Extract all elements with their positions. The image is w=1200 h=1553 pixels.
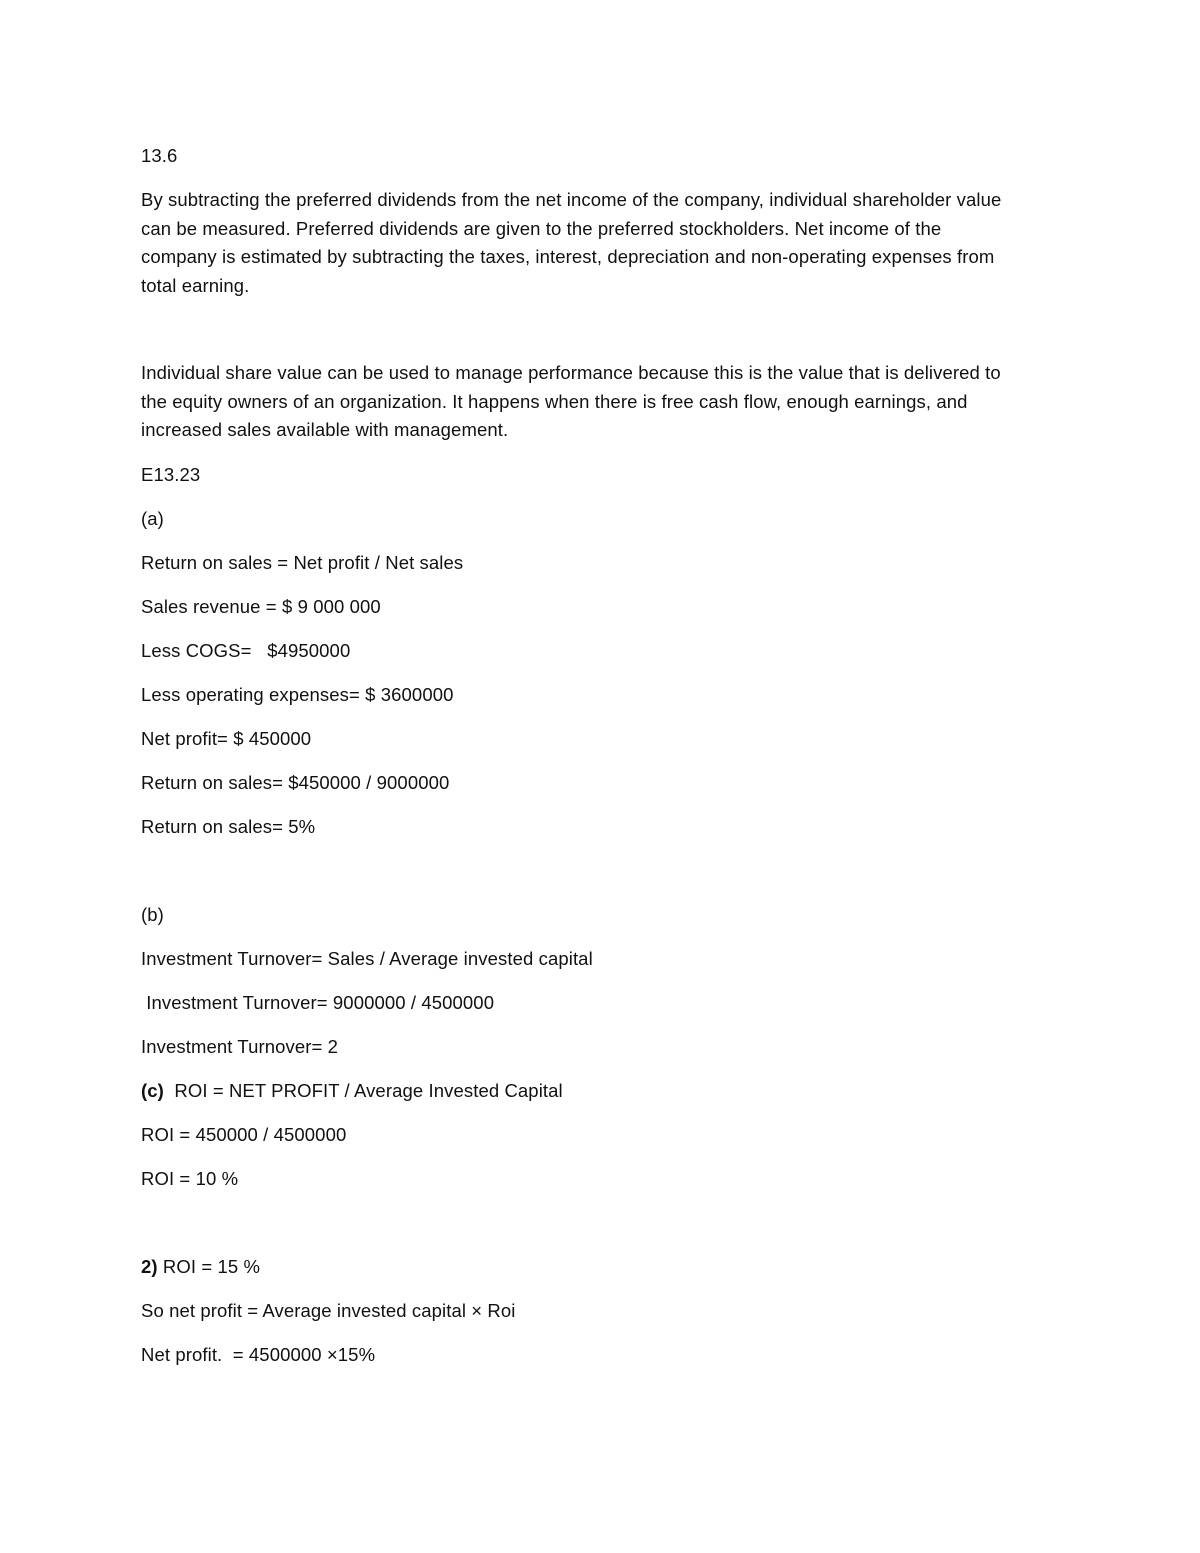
paragraph-line: increased sales available with management. [141, 419, 509, 440]
part-a-label: (a) [141, 508, 164, 529]
formula-line: Investment Turnover= 9000000 / 4500000 [141, 992, 495, 1013]
section-heading-13-6: 13.6 [141, 145, 178, 166]
paragraph-line: the equity owners of an organization. It happens when there is free cash flow, enough earnings, and [141, 390, 968, 412]
part-2-label: 2) [141, 1256, 158, 1277]
formula-line: Investment Turnover= Sales / Average invested capital [141, 948, 593, 969]
part-c-heading [141, 1080, 563, 1102]
formula-line: ROI = 450000 / 4500000 [141, 1124, 347, 1145]
formula-line: Return on sales = Net profit / Net sales [141, 552, 464, 573]
formula-line: ROI = 10 % [141, 1168, 239, 1189]
formula-line: Less COGS= $4950000 [141, 640, 351, 661]
section-heading-e13-23: E13.23 [141, 464, 201, 485]
part-2-heading [141, 1256, 260, 1278]
part-c-label: (c) [141, 1080, 164, 1101]
paragraph-line: By subtracting the preferred dividends from the net income of the company, individual shareholder value [141, 189, 1002, 210]
paragraph-line: company is estimated by subtracting the taxes, interest, depreciation and non-operating expenses from [141, 246, 995, 267]
formula-line: Net profit= $ 450000 [141, 728, 312, 749]
paragraph-preferred-dividends [141, 186, 1071, 300]
paragraph-share-value [141, 359, 1071, 445]
part-b-label: (b) [141, 904, 164, 925]
formula-line: ROI = 15 % [157, 1256, 261, 1277]
formula-line: Net profit. = 4500000 ×15% [141, 1344, 376, 1365]
formula-line: Less operating expenses= $ 3600000 [141, 684, 454, 705]
formula-line: Sales revenue = $ 9 000 000 [141, 596, 381, 617]
paragraph-line: Individual share value can be used to manage performance because this is the value that is delivered to [141, 362, 1001, 383]
paragraph-line: can be measured. Preferred dividends are given to the preferred stockholders. Net income of the [141, 217, 942, 239]
formula-line: Return on sales= $450000 / 9000000 [141, 772, 450, 793]
formula-line: Return on sales= 5% [141, 816, 316, 837]
formula-line: ROI = NET PROFIT / Average Invested Capital [163, 1080, 563, 1101]
formula-line: Investment Turnover= 2 [141, 1036, 339, 1057]
paragraph-line: total earning. [141, 274, 250, 296]
formula-line: So net profit = Average invested capital × Roi [141, 1300, 516, 1321]
